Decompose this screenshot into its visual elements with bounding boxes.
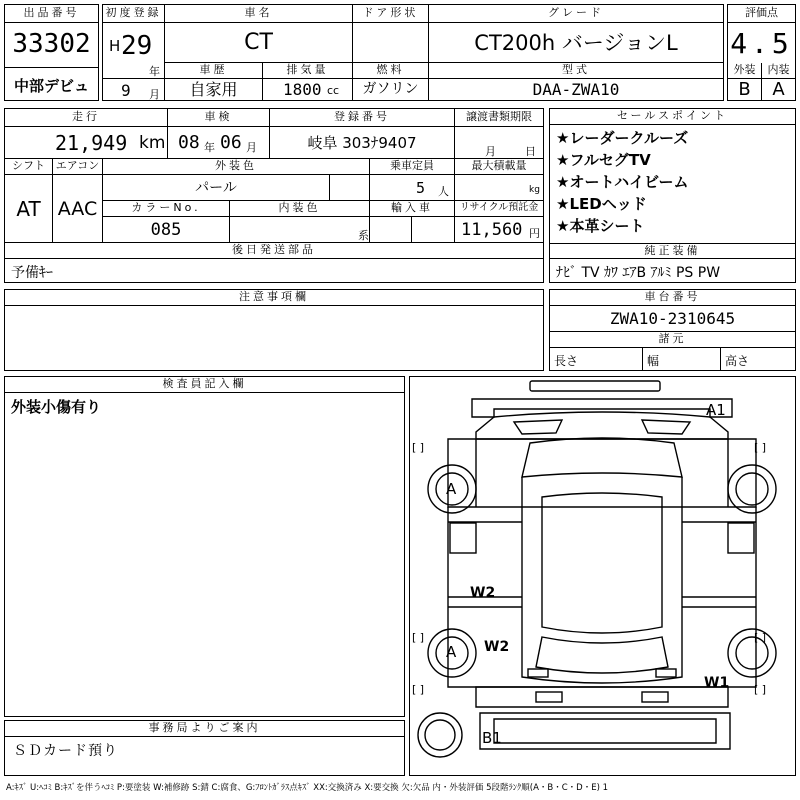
later-parts-value: 予備ｷｰ [11, 265, 53, 281]
mark-w2-rear: W2 [484, 639, 510, 655]
door-header: ドア形状 [353, 5, 429, 23]
ext-grade-value: B [728, 79, 762, 100]
recycle-unit: 円 [529, 227, 540, 240]
chassis-value: ZWA10-2310645 [550, 306, 795, 332]
score-value: 4.5 [730, 27, 793, 60]
grade-header: グレード [429, 5, 723, 23]
inspector-section [4, 376, 405, 717]
first-reg-year: 29 [121, 31, 153, 61]
lot-number: 33302 [12, 29, 91, 59]
later-parts-header: 後日発送部品 [5, 243, 543, 259]
max-load-header: 最大積載量 [455, 159, 543, 175]
int-color-unit: 系 [358, 229, 369, 242]
mark-a-front: A [446, 480, 457, 498]
month-unit: 月 [149, 88, 160, 101]
ext-grade-header: 外装 [728, 63, 762, 79]
bracket-left-2: [ ] [412, 631, 425, 644]
shift-value: AT [5, 175, 53, 243]
capacity-header: 乗車定員 [370, 159, 455, 175]
car-diagram-svg [410, 377, 795, 775]
shift-header: シフト [5, 159, 53, 175]
dimensions-header: 諸元 [550, 332, 795, 348]
office-header: 事務局よりご案内 [5, 721, 404, 737]
bracket-right-1: [ ] [754, 441, 767, 454]
mark-a-rear: A [446, 643, 457, 661]
bracket-left-1: [ ] [412, 441, 425, 454]
first-reg-month: 9 [121, 81, 131, 100]
color-no-header: カラーNo. [103, 201, 230, 217]
sales-point-1: ★レーダークルーズ [556, 129, 689, 147]
max-load-unit: kg [529, 185, 540, 195]
era-label: H [109, 37, 121, 55]
displacement-header: 排気量 [263, 63, 353, 79]
recycle-header: リサイクル預託金 [455, 201, 543, 217]
ext-color-value: パール [103, 175, 330, 201]
bracket-left-3: [ ] [412, 683, 425, 696]
capacity-value: 5 [416, 179, 426, 197]
int-grade-value: A [772, 79, 785, 100]
vehicle-info-top [102, 4, 724, 101]
dim-height-label: 高さ [725, 354, 750, 368]
capacity-unit: 人 [438, 185, 449, 198]
score-header: 評価点 [728, 5, 795, 23]
damage-legend: A:ｷｽﾞ U:ﾍｺﾐ B:ｷｽﾞを伴うﾍｺﾐ P:要塗装 W:補修跡 S:錆 C:腐食、G:ﾌﾛﾝﾄｶﾞﾗｽ点ｷｽﾞ XX:交換済み X:要交換 欠:欠品 内・外装評価 5段階ﾗﾝｸ順(A・B・C・D・E) 1 [6, 783, 609, 793]
bracket-right-3: [ ] [754, 683, 767, 696]
door-value [353, 23, 429, 63]
equipment-value: ﾅﾋﾞ TV ｶﾜ ｴｱB ｱﾙﾐ PS PW [556, 265, 721, 281]
chassis-section [549, 289, 796, 371]
bracket-right-2: [ ] [754, 631, 767, 644]
mark-w2-side: W2 [470, 585, 496, 601]
equipment-header: 純正装備 [550, 243, 795, 259]
lot-section [4, 4, 99, 101]
int-grade-header: 内装 [762, 63, 795, 79]
history-header: 車歴 [165, 63, 263, 79]
mark-a1: A1 [706, 401, 726, 419]
color-no-value: 085 [103, 217, 230, 243]
inspection-month: 06 [220, 132, 242, 153]
lot-header: 出品番号 [5, 5, 98, 23]
mileage-value: 21,949 [55, 131, 128, 155]
model-header: 型式 [429, 63, 723, 79]
sales-points-section [549, 108, 796, 283]
fuel-header: 燃料 [353, 63, 429, 79]
plate-value: 岐阜 303ﾅ9407 [270, 127, 455, 159]
inspection-year: 08 [178, 132, 200, 153]
office-value: ＳＤカード預り [13, 743, 118, 759]
model-value: DAA-ZWA10 [532, 80, 620, 99]
year-unit: 年 [149, 65, 160, 78]
sales-point-3: ★オートハイビーム [556, 173, 689, 191]
displacement-value: 1800 [283, 80, 322, 99]
debut-label: 中部デビュ [13, 77, 89, 95]
recycle-value: 11,560 [461, 220, 523, 240]
aircon-header: エアコン [53, 159, 103, 175]
grade-value: CT200h バージョンL [429, 23, 723, 63]
inspection-header: 車検 [168, 109, 270, 127]
dim-width-label: 幅 [647, 354, 660, 368]
notes-section [4, 289, 544, 371]
notes-header: 注意事項欄 [5, 290, 543, 306]
displacement-unit: cc [327, 84, 340, 97]
fuel-value: ガソリン [353, 79, 429, 100]
transfer-day-unit: 日 [525, 145, 536, 158]
inspection-year-unit: 年 [204, 141, 215, 154]
dim-length-label: 長さ [554, 354, 579, 368]
ext-color-header: 外装色 [103, 159, 370, 175]
first-reg-header: 初度登録 [103, 5, 165, 23]
chassis-header: 車台番号 [550, 290, 795, 306]
history-value: 自家用 [165, 79, 263, 100]
sales-points-header: セールスポイント [550, 109, 795, 125]
vehicle-info-middle [4, 108, 544, 283]
sales-point-2: ★フルセグTV [556, 151, 651, 169]
mileage-unit: km [139, 133, 166, 153]
mark-w1: W1 [704, 675, 730, 691]
office-section [4, 720, 405, 776]
car-name-value: CT [165, 23, 353, 63]
sales-point-4: ★LEDヘッド [556, 195, 647, 213]
damage-diagram [409, 376, 796, 776]
transfer-header: 譲渡書類期限 [455, 109, 543, 127]
plate-header: 登録番号 [270, 109, 455, 127]
inspector-header: 検査員記入欄 [5, 377, 404, 393]
inspection-month-unit: 月 [246, 141, 257, 154]
aircon-value: AAC [53, 175, 103, 243]
car-name-header: 車名 [165, 5, 353, 23]
import-header: 輸入車 [370, 201, 455, 217]
mileage-header: 走行 [5, 109, 168, 127]
mark-b1: B1 [482, 729, 502, 747]
score-section [727, 4, 796, 101]
inspector-value: 外装小傷有り [11, 398, 102, 416]
sales-point-5: ★本革シート [556, 217, 645, 235]
transfer-month-unit: 月 [485, 145, 496, 158]
int-color-header: 内装色 [230, 201, 370, 217]
